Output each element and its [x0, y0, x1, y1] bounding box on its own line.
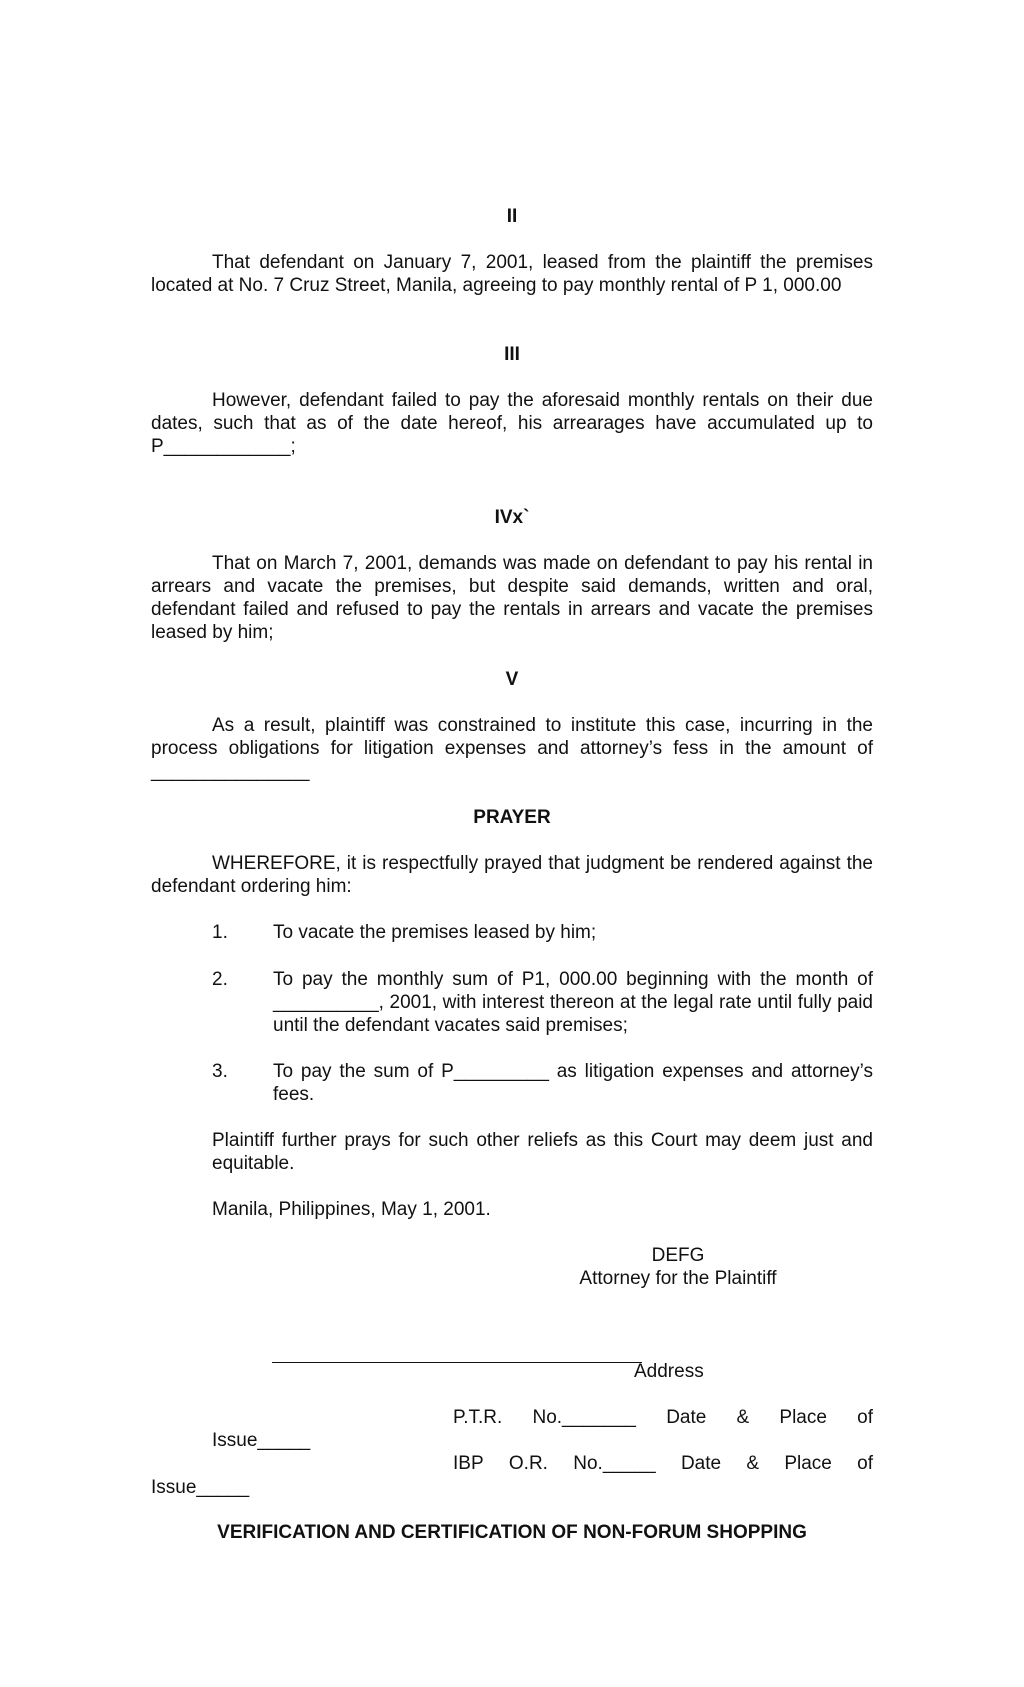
place-and-date: Manila, Philippines, May 1, 2001. — [212, 1199, 491, 1220]
section-heading-iv: IVx` — [494, 507, 530, 528]
section-text-v: As a result, plaintiff was constrained to institute this case, incurring in the process obligations for litigation expenses and attorney’s fess in the amount of _______________ — [151, 715, 873, 782]
address-label: Address — [634, 1361, 704, 1382]
section-text-ii: That defendant on January 7, 2001, leased from the plaintiff the premises located at No. 7 Cruz Street, Manila, agreeing to pay monthly rental of P 1, 000.00 — [151, 252, 873, 296]
ptr-word: of — [857, 1407, 873, 1428]
prayer-heading: PRAYER — [473, 807, 551, 828]
prayer-item-text: To pay the sum of P_________ as litigation expenses and attorney’s fees. — [273, 1061, 873, 1105]
ibp-line — [453, 1452, 873, 1475]
ptr-issue: Issue_____ — [212, 1430, 311, 1451]
section-text-iv: That on March 7, 2001, demands was made on defendant to pay his rental in arrears and vacate the premises, but despite said demands, written and oral, defendant failed and refused to pay the rentals in arrears and vacate the premises leased by him; — [151, 553, 873, 643]
section-heading-iii: III — [504, 344, 520, 365]
ptr-word: Date — [666, 1407, 707, 1428]
section-heading-ii: II — [506, 206, 518, 227]
attorney-role: Attorney for the Plaintiff — [579, 1268, 777, 1289]
ibp-issue: Issue_____ — [151, 1477, 250, 1498]
attorney-name: DEFG — [651, 1245, 705, 1266]
ptr-word: P.T.R. — [453, 1407, 503, 1428]
prayer-item-number: 1. — [212, 922, 228, 943]
ptr-line — [453, 1406, 873, 1429]
prayer-item-text: To vacate the premises leased by him; — [273, 922, 597, 943]
ibp-word: & — [746, 1453, 760, 1474]
ibp-word: O.R. — [508, 1453, 548, 1474]
verification-title: VERIFICATION AND CERTIFICATION OF NON-FORUM SHOPPING — [217, 1522, 807, 1543]
section-heading-v: V — [505, 669, 519, 690]
signature-line — [272, 1362, 642, 1363]
prayer-item-text: To pay the monthly sum of P1, 000.00 beginning with the month of __________, 2001, with interest thereon at the legal rate until fully paid until the defendant vacates said premises; — [273, 969, 873, 1036]
section-text-iii: However, defendant failed to pay the aforesaid monthly rentals on their due dates, such that as of the date hereof, his arrearages have accumulated up to P____________; — [151, 390, 873, 457]
prayer-further: Plaintiff further prays for such other reliefs as this Court may deem just and equitable. — [212, 1130, 873, 1174]
ptr-word: Place — [779, 1407, 827, 1428]
prayer-item-number: 2. — [212, 969, 228, 990]
ptr-word: No._______ — [532, 1407, 637, 1428]
ibp-word: IBP — [453, 1453, 484, 1474]
ibp-word: Place — [784, 1453, 832, 1474]
prayer-intro: WHEREFORE, it is respectfully prayed that judgment be rendered against the defendant ordering him: — [151, 853, 873, 897]
prayer-item-number: 3. — [212, 1061, 228, 1082]
ptr-word: & — [736, 1407, 750, 1428]
ibp-word: Date — [680, 1453, 722, 1474]
ibp-word: No._____ — [573, 1453, 656, 1474]
ibp-word: of — [857, 1453, 873, 1474]
